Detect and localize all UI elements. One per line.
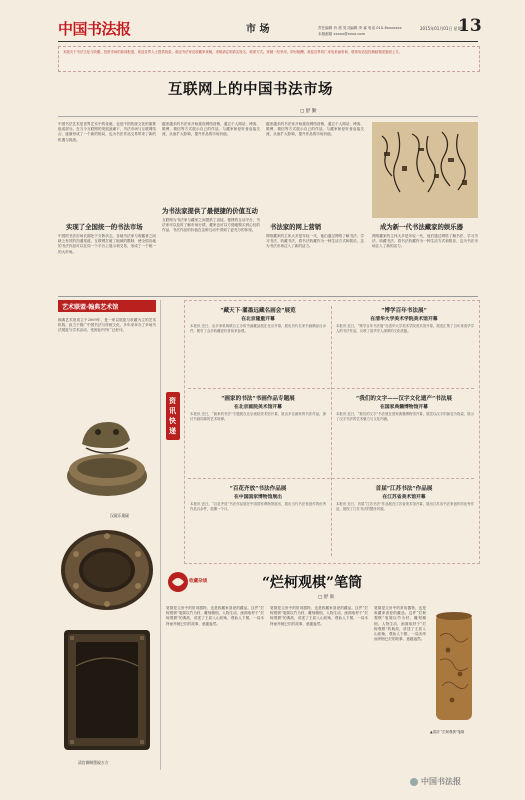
- wechat-icon: [410, 778, 418, 786]
- quick-news-tab: [166, 392, 180, 440]
- news-4-body: 本报讯 近日，“我们的文字”书法展在国家典籍博物馆开幕，展览以汉字的演变为线索，展示了汉字书法的艺术魅力与文化内涵。: [336, 412, 474, 421]
- logo: 中国书法报: [58, 20, 131, 38]
- art-union-body: 翰典艺术馆成立于2009年，是一家以展览与收藏为主的艺术机构，致力于推广中国书法与传统文化，多年来举办了多场书法展览与学术活动，受到业内外广泛好评。: [58, 318, 156, 333]
- news-2-body: 本报讯 近日，“博学百年书法展”在清华大学美术学院美术馆开幕，展览汇集了百年来清华学人的书法作品，反映了清华学人深厚的文化底蕴。: [336, 324, 474, 333]
- article-lead: 中国书法艺术是世界艺术中的奇葩，也是中国传统文化的重要组成部分。在当今互联网的发展浪潮下，书法市场与互联网结合，逐渐形成了一个新的格局，也为书法作品交易带来了新的机遇与挑战。: [58, 122, 156, 142]
- collection-title: “烂柯观棋”笔筒: [262, 575, 363, 591]
- news-5-title: “百花齐放”书法作品展: [229, 486, 287, 492]
- collection-body-col2: 笔筒是文房中的常用器物，也是收藏家喜爱的藏品。这件“烂柯观棋”笔筒以竹为材，雕刻精细，人物生动，画面取材于“烂柯观棋”的典故，讲述了王质入山砍柴，观仙人下棋，一局未终而斧柄已烂的故事，意趣盎然。: [270, 606, 368, 626]
- date: 2015年01月01日 星期四: [420, 26, 466, 31]
- article-bottom-rule: [58, 296, 478, 297]
- inkstone-photo-3: [58, 626, 156, 754]
- news-1-body: 本报讯 近日，由多家机构联合主办的书画藏品展在北京开幕，展出历代名家书画精品百余件，吸引了众多收藏爱好者前来参观。: [190, 324, 326, 333]
- quick-news-divider-h2: [188, 478, 474, 479]
- collection-label: 收藏杂谈: [189, 579, 208, 584]
- news-1-subtitle: 在北京隆重开幕: [241, 316, 275, 322]
- news-6-subtitle: 在江苏省美术馆开幕: [382, 494, 426, 500]
- notice-text: 本版关于书法文化与收藏、投资市场的新闻报道，欢迎各界人士提供线索，欢迎书法家及收藏家来稿，来稿请注明真实姓名、联系方式。来稿一经采用，即付稿酬。欢迎各界同仁来电来函垂询，联系电话及投稿邮箱见版面上方。: [63, 50, 403, 54]
- quick-news-divider-v: [331, 306, 332, 556]
- article-title: 互联网上的中国书法市场: [168, 81, 333, 98]
- quick-news-label: 资讯快递: [169, 397, 176, 435]
- collection-author: □ 舒 耿: [318, 595, 335, 600]
- news-4-subtitle: 在国家典籍博物馆开幕: [380, 404, 428, 410]
- caption-1: 汉砚乐巢砚: [110, 513, 129, 518]
- meta-top: 责任编辑 肖 晨 见习编辑 李 睿 电话 010-6xxxxxxx: [318, 26, 402, 30]
- inkstone-photo-2: [58, 524, 156, 616]
- calligraphy-photo: [372, 122, 478, 218]
- news-3-subtitle: 在北京画院美术馆开幕: [234, 404, 282, 410]
- section1-heading: 实现了全国统一的书法市场: [66, 223, 143, 231]
- inkstone-photo-1: [58, 390, 156, 510]
- masthead-rule: [58, 41, 478, 42]
- caption-2: 清宫御制墨砚五方: [78, 760, 109, 765]
- watermark: [410, 776, 461, 787]
- section-title: 市 场: [246, 24, 270, 35]
- section1-body: 中国的书法市场长期处于分散状态，各地书法家与收藏者之间缺乏有效的沟通渠道。互联网打破了地域的限制，使全国各地的书法作品可以在同一个平台上展示和交易，形成了一个统一的大市场。: [58, 234, 156, 254]
- meta-bottom: 本版邮箱 xxxxx@xxxx.com: [318, 32, 366, 36]
- news-6-title: 首届“江苏书法”作品展: [375, 486, 433, 492]
- news-1-title: “藏天下·灌墨远藏名画会”展览: [220, 308, 296, 314]
- section3-body: 互联网为书法家与藏家之间提供了直接、便捷的互动平台，书法家可以及时了解市场行情，藏家也可以方便地购买到心仪的作品，书法作品的价值在这种互动中得到了更充分的体现。: [162, 218, 260, 233]
- article-col3: 越来越多的书法家开始重视网络营销，通过个人网站、博客、微博、微信等方式展示自己的作品，与藏家和爱好者直接交流，从而扩大影响，提升作品的市场价值。: [266, 122, 364, 137]
- news-6-body: 本报讯 近日，首届“江苏书法”作品展在江苏省美术馆开幕，展出江苏省书法家创作的优秀作品，展现了江苏书法的整体风貌。: [336, 502, 474, 511]
- brush-pot-photo: [430, 606, 478, 726]
- section4-heading: 成为新一代书法藏家的娱乐器: [380, 223, 464, 231]
- article-rule: [58, 116, 478, 117]
- page-number: 13: [458, 16, 482, 36]
- news-5-body: 本报讯 近日，“百花齐放”书法作品展在中国国家博物馆展出，展出当代书法家创作的优秀作品百余件，展期一个月。: [190, 502, 326, 511]
- news-3-body: 本报讯 近日，“画家的书法”专题展在北京画院美术馆开幕，展出多位画家的书法作品，探讨书画同源的艺术规律。: [190, 412, 326, 421]
- news-5-subtitle: 在中国国家博物馆展出: [234, 494, 282, 500]
- art-union-banner-text: 艺术联盟·翰典艺术馆: [62, 304, 119, 311]
- brush-pot-caption: ▲清初 “烂柯观棋”笔筒: [430, 730, 465, 734]
- news-2-subtitle: 在清华大学美术学院美术馆开幕: [370, 316, 438, 322]
- news-4-title: “我们的文字——汉字文化遗产”书法展: [356, 396, 452, 402]
- art-union-banner: [58, 300, 156, 312]
- section3-heading: 为书法家提供了最便捷的价值互动: [162, 207, 258, 215]
- section2-heading: 书法家的网上营销: [270, 223, 322, 231]
- left-column-divider: [160, 300, 161, 770]
- masthead: [0, 0, 525, 40]
- news-2-title: “博学百年书法展”: [381, 308, 427, 314]
- section4-body: 网络藏家的主体大多是年轻一代，他们通过网络了解书法、学习书法、收藏书法，将书法收藏作为一种生活方式和娱乐，这为书法市场注入了新的活力。: [266, 234, 364, 249]
- article-author: □ 舒 勤: [300, 109, 317, 114]
- collection-body-col3: 笔筒是文房中的常用器物，也是收藏家喜爱的藏品。这件“烂柯观棋”笔筒以竹为材，雕刻精细，人物生动，画面取材于“烂柯观棋”的典故，讲述了王质入山砍柴，观仙人下棋，一局未终而斧柄已烂的故事，意趣盎然。: [374, 606, 426, 642]
- watermark-text: 中国书法报: [421, 777, 461, 786]
- section4-body-2: 网络藏家的主体大多是年轻一代，他们通过网络了解书法、学习书法、收藏书法，将书法收藏作为一种生活方式和娱乐，这为书法市场注入了新的活力。: [372, 234, 478, 249]
- article-col2: 越来越多的书法家开始重视网络营销，通过个人网站、博客、微博、微信等方式展示自己的作品，与藏家和爱好者直接交流，从而扩大影响，提升作品的市场价值。: [162, 122, 260, 137]
- collection-badge: [166, 570, 210, 594]
- quick-news-divider-h1: [188, 388, 474, 389]
- collection-body-col1: 笔筒是文房中的常用器物，也是收藏家喜爱的藏品。这件“烂柯观棋”笔筒以竹为材，雕刻精细，人物生动，画面取材于“烂柯观棋”的典故，讲述了王质入山砍柴，观仙人下棋，一局未终而斧柄已烂的故事，意趣盎然。: [166, 606, 264, 626]
- notice-box: [58, 46, 480, 72]
- news-3-title: “画家的书法”书画作品专题展: [221, 396, 295, 402]
